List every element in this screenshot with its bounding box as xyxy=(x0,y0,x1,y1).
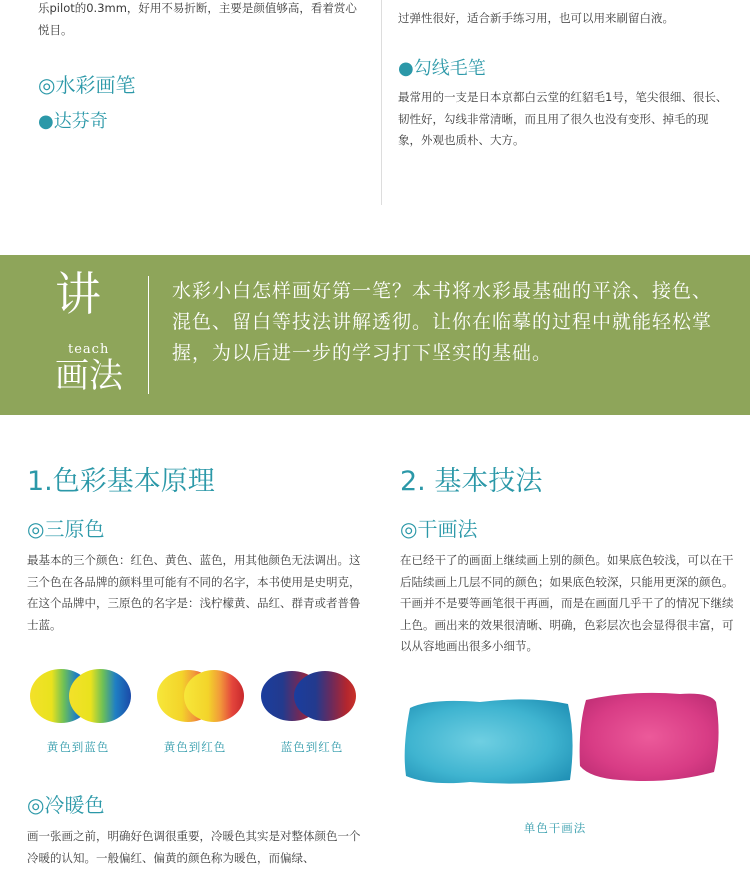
magenta-dry-swatch xyxy=(580,693,719,781)
color-mix-swatches xyxy=(28,665,368,727)
swatch-caption-yellow-blue: 黄色到蓝色 xyxy=(46,740,110,754)
top-column-divider xyxy=(381,0,382,205)
liner-brush-paragraph: 最常用的一支是日本京都白云堂的红貂毛1号，笔尖很细、很长、韧性好，勾线非常清晰，而且用了很久也没有变形、掉毛的现象，外观也质朴、大方。 xyxy=(398,90,728,147)
swatch-yellow-to-blue xyxy=(30,669,131,723)
dry-brush-caption: 单色干画法 xyxy=(523,821,587,835)
heading-primary-colors: ◎三原色 xyxy=(27,517,105,541)
section-title-basic-techniques: 2. 基本技法 xyxy=(400,466,543,497)
banner-divider xyxy=(148,276,149,394)
banner-description: 水彩小白怎样画好第一笔？本书将水彩最基础的平涂、接色、混色、留白等技法讲解透彻。让你在临摹的过程中就能轻松掌握，为以后进一步的学习打下坚实的基础。 xyxy=(172,280,713,364)
swatch-caption-yellow-red: 黄色到红色 xyxy=(163,740,227,754)
dry-brush-paragraph: 在已经干了的画面上继续画上别的颜色。如果底色较浅，可以在干后陆续画上几层不同的颜色；如果底色较深，只能用更深的颜色。干画并不是要等画笔很干再画，而是在画面几乎干了的情况下继续上色。画出来的效果很清晰、明确，色彩层次也会显得很丰富，可以从容地画出很多小细节。 xyxy=(400,553,734,653)
heading-liner-brush: ●勾线毛笔 xyxy=(398,58,486,79)
warm-cool-paragraph: 画一张画之前，明确好色调很重要，冷暖色其实是对整体颜色一个冷暖的认知。一般偏红、偏黄的颜色称为暖色，而偏绿、 xyxy=(27,829,361,865)
heading-watercolor-brush: ◎水彩画笔 xyxy=(38,73,136,97)
dry-brush-swatches xyxy=(400,688,730,793)
primary-colors-paragraph: 最基本的三个颜色：红色、黄色、蓝色，用其他颜色无法调出。这三个色在各品牌的颜料里可能有不同的名字，本书使用是史明克，在这个品牌中，三原色的名字是：浅柠檬黄、品红、群青或者普鲁士蓝。 xyxy=(27,553,361,632)
section-title-color-principles: 1.色彩基本原理 xyxy=(27,466,215,497)
swatch-blue-to-red xyxy=(261,671,356,721)
top-right-text-tail: 过弹性很好，适合新手练习用，也可以用来刷留白液。 xyxy=(398,11,674,25)
banner-char-jiang: 讲 xyxy=(55,267,101,321)
blue-dry-swatch xyxy=(405,699,573,783)
top-left-text-tail: 乐pilot的0.3mm，好用不易折断，主要是颜值够高，看着赏心悦目。 xyxy=(38,1,357,37)
banner-word-teach: teach xyxy=(68,342,110,357)
heading-davinci: ●达芬奇 xyxy=(38,111,108,132)
swatch-yellow-to-red xyxy=(157,670,244,722)
swatch-caption-blue-red: 蓝色到红色 xyxy=(280,740,344,754)
heading-dry-brush: ◎干画法 xyxy=(400,517,478,541)
banner-chars-huafa: 画法 xyxy=(55,356,123,396)
heading-warm-cool-colors: ◎冷暖色 xyxy=(27,793,105,817)
